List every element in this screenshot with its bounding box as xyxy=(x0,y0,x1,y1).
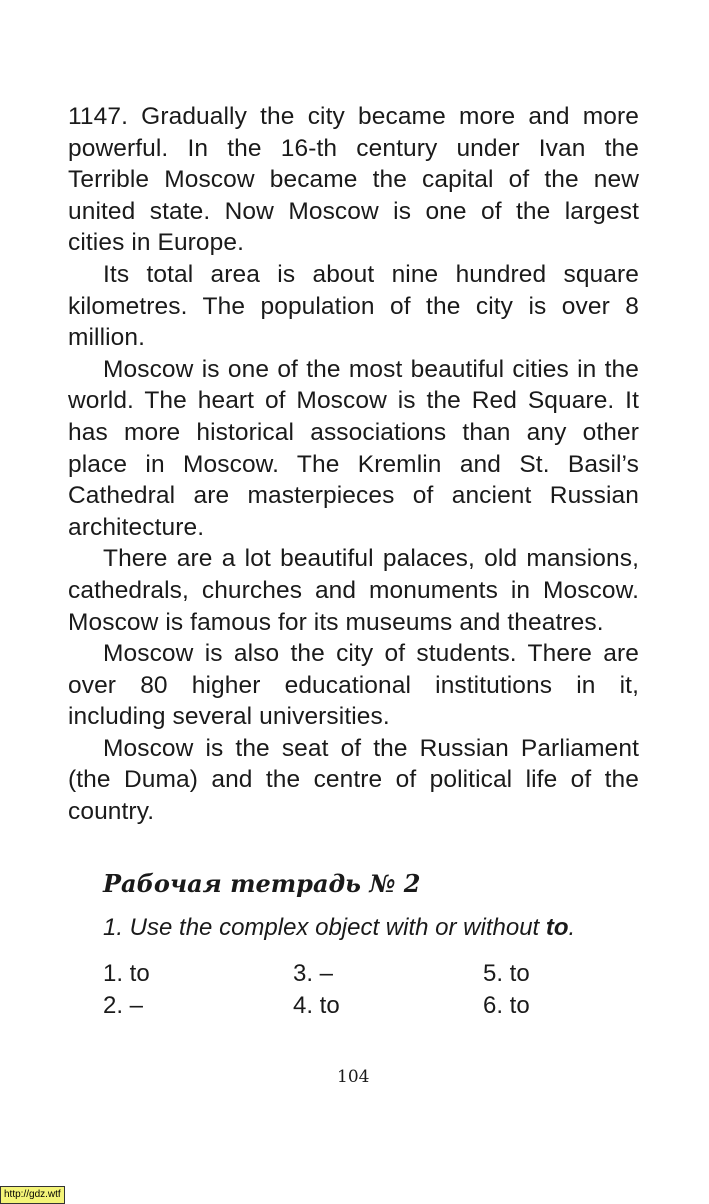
watermark-link[interactable]: http://gdz.wtf xyxy=(0,1186,65,1204)
answer-3: 3. – xyxy=(293,960,334,987)
paragraph-6: Moscow is the seat of the Russian Parliament (the Duma) and the centre of political life of the country. xyxy=(68,734,639,826)
paragraph-2: Its total area is about nine hundred square kilometres. The population of the city is over 8 million. xyxy=(68,260,639,352)
exercise-text: 1. Use the complex object with or without xyxy=(103,914,546,941)
exercise-keyword: to xyxy=(545,914,569,941)
paragraph-1: 1147. Gradually the city became more and more powerful. In the 16-th century under Ivan the Terrible Moscow became the capital of the new united state. Now Moscow is one of the largest cities in Europe. xyxy=(68,103,639,257)
article-text xyxy=(68,101,639,828)
exercise-end: . xyxy=(568,914,576,941)
answer-6: 6. to xyxy=(483,992,530,1019)
paragraph-5: Moscow is also the city of students. There are over 80 higher educational institutions in it, including several universities. xyxy=(68,640,639,731)
exercise-instruction xyxy=(103,912,575,944)
paragraph-3: Moscow is one of the most beautiful cities in the world. The heart of Moscow is the Red Square. It has more historical associations than any other place in Moscow. The Kremlin and St. Basil’s Cathedral are masterpieces of ancient Russian architecture. xyxy=(68,355,639,541)
answer-5: 5. to xyxy=(483,960,530,987)
answer-4: 4. to xyxy=(293,992,340,1019)
page-number: 104 xyxy=(337,1067,370,1087)
answer-1: 1. to xyxy=(103,960,150,987)
answer-2: 2. – xyxy=(103,992,144,1019)
workbook-heading: Рабочая тетрадь № 2 xyxy=(103,869,421,898)
paragraph-4: There are a lot beautiful palaces, old mansions, cathedrals, churches and monuments in Moscow. Moscow is famous for its museums and theatres. xyxy=(68,545,639,636)
